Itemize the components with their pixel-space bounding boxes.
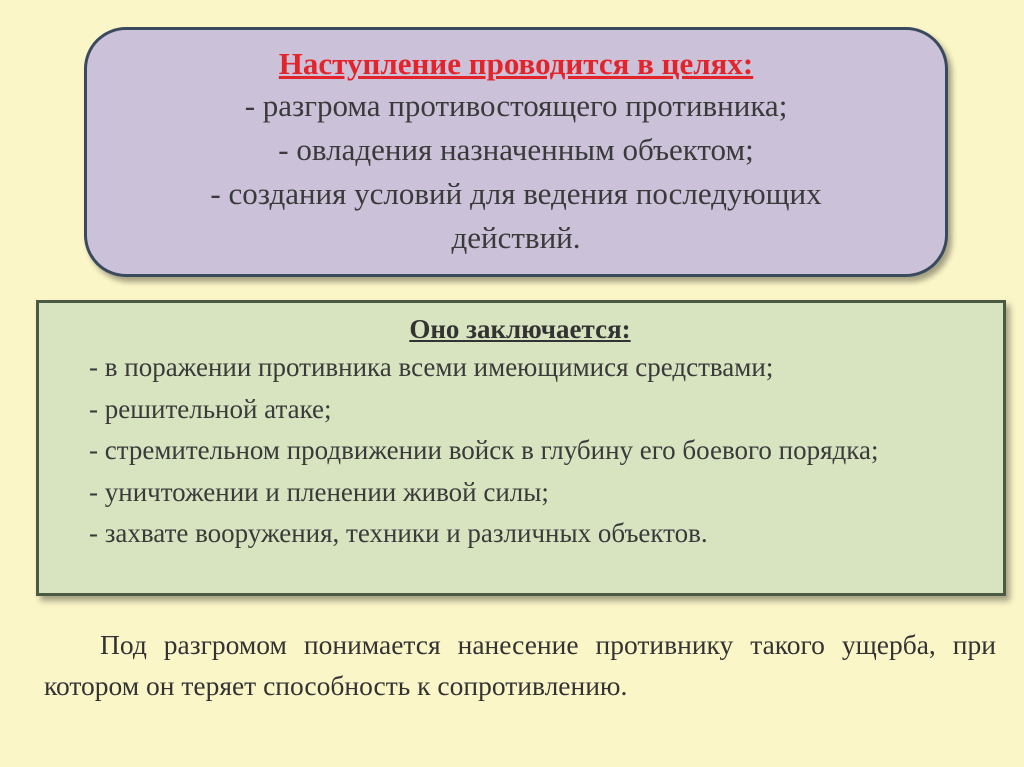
offensive-goals-heading: Наступление проводится в целях: xyxy=(278,46,754,81)
goal-line: - разгрома противостоящего противника; xyxy=(244,88,788,123)
offensive-goals-box xyxy=(84,27,948,277)
content-item: - уничтожении и пленении живой силы; xyxy=(89,476,549,507)
goal-line: - создания условий для ведения последующих xyxy=(210,176,822,211)
definition-paragraph: Под разгромом понимается нанесение противнику такого ущерба, при котором он теряет способность к сопротивлению. xyxy=(44,629,996,701)
content-item: - решительной атаке; xyxy=(89,393,332,424)
content-item: - стремительном продвижении войск в глубину его боевого порядка; xyxy=(89,435,879,465)
content-item: - в поражении противника всеми имеющимися средствами; xyxy=(89,352,774,382)
offensive-content-box xyxy=(36,300,1006,596)
goal-line: - овладения назначенным объектом; xyxy=(278,132,754,167)
content-item: - захвате вооружения, техники и различных объектов. xyxy=(89,518,708,548)
goal-line: действий. xyxy=(451,220,581,255)
offensive-content-heading: Оно заключается: xyxy=(409,314,631,344)
